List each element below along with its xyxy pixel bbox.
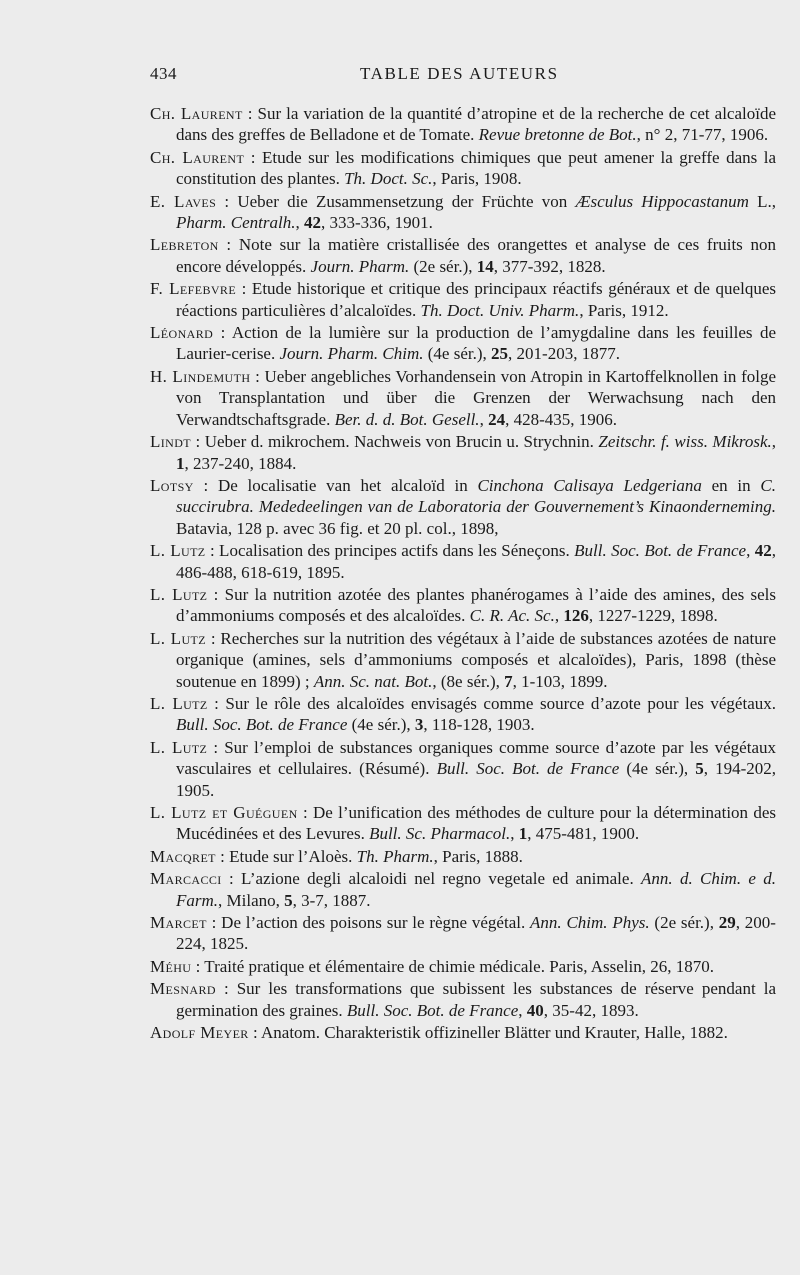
bibliography-entry <box>150 191 776 234</box>
entry-author: E. Laves <box>150 191 217 211</box>
entry-text: , <box>771 432 776 452</box>
entry-text: , <box>479 409 489 429</box>
entry-text: , 118-128, 1903. <box>423 715 535 735</box>
entry-author: Ch. Laurent <box>150 147 245 167</box>
entry-author: Marcet <box>150 913 207 933</box>
entry-text: : Action de la lumière sur la production de l’amygdaline dans les feuilles de Laurier-cerise. <box>176 323 776 364</box>
entry-text: : Etude sur les modifications chimiques que peut amener la greffe dans la constitution des plantes. <box>176 147 777 189</box>
entry-journal-title: Revue bretonne de Bot. <box>478 125 637 145</box>
page-header <box>150 64 770 86</box>
bibliography-entry <box>150 103 776 146</box>
bibliography-entry <box>150 802 776 845</box>
entry-author: F. Lefebvre <box>150 279 237 299</box>
entry-text: , 428-435, 1906. <box>505 409 617 429</box>
entry-text: (4e sér.), <box>423 344 492 364</box>
entry-text: , <box>746 541 755 561</box>
entry-text: , 3-7, 1887. <box>292 890 371 910</box>
entry-text: Batavia, 128 p. avec 36 fig. et 20 pl. col., 1898, <box>176 518 499 538</box>
entry-text: , <box>518 1000 527 1020</box>
entry-author: Ch. Laurent <box>150 104 243 123</box>
entry-text: , 201-203, 1877. <box>508 344 620 364</box>
bibliography-entry <box>150 868 776 911</box>
entry-volume: 1 <box>518 824 528 844</box>
entry-volume: 40 <box>526 1000 544 1020</box>
entry-journal-title: Ann. d. Chim. e d. Farm. <box>176 869 776 910</box>
entry-text: , n° 2, 71-77, 1906. <box>636 125 769 145</box>
entry-text: : De l’unification des méthodes de culture pour la détermination des Mucédinées et des Levures. <box>176 803 777 844</box>
entry-author: Lotsy <box>150 475 194 495</box>
entry-volume: 126 <box>563 606 589 626</box>
entry-journal-title: Bull. Soc. Bot. de France <box>574 541 747 561</box>
entry-volume: 5 <box>284 890 293 910</box>
entry-journal-title: Bull. Soc. Bot. de France <box>346 1000 519 1020</box>
bibliography-entry <box>150 540 776 583</box>
entry-text: : Anatom. Charakteristik offizineller Blätter und Krauter, Halle, 1882. <box>248 1023 728 1043</box>
entry-text: , Paris, 1888. <box>433 846 523 866</box>
bibliography-entry <box>150 366 776 430</box>
entry-volume: 42 <box>754 541 772 561</box>
entry-journal-title: Ber. d. d. Bot. Gesell. <box>334 409 480 429</box>
entry-text: , 237-240, 1884. <box>184 453 297 473</box>
entry-journal-title: Bull. Sc. Pharmacol. <box>369 824 511 844</box>
entry-text: : Sur l’emploi de substances organiques comme source d’azote par les végétaux vasculaires et cellulaires. (Résumé). <box>176 737 776 779</box>
entry-journal-title: Ann. Sc. nat. Bot. <box>313 671 433 691</box>
entry-text: : Sur les transformations que subissent les substances de réserve pendant la germination des graines. <box>176 979 776 1020</box>
entry-text: (4e sér.), <box>619 759 696 779</box>
bibliography-entry <box>150 693 776 736</box>
entry-author: H. Lindemuth <box>150 366 251 386</box>
bibliography-entry <box>150 584 776 627</box>
entry-journal-title: C. succirubra. Mededeelingen van de Laboratoria der Gouvernement’s Kinaonderneming. <box>176 475 776 517</box>
entry-text: : Sur la nutrition azotée des plantes phanérogames à l’aide des amines, des sels d’ammoniums composés et des alcaloïdes. <box>176 584 776 626</box>
bibliography-entry <box>150 322 776 365</box>
entry-text: : Note sur la matière cristallisée des orangettes et analyse de ces fruits non encore développés. <box>176 235 776 276</box>
entry-text: (4e sér.), <box>347 715 415 735</box>
entry-text: : Etude historique et critique des principaux réactifs généraux et de quelques réactions particulières d’alcaloïdes. <box>176 279 776 320</box>
entry-text: (2e sér.), <box>649 913 719 933</box>
entry-volume: 3 <box>414 715 424 735</box>
entry-text: , <box>510 824 519 844</box>
bibliography-entry <box>150 956 776 977</box>
entry-journal-title: C. R. Ac. Sc. <box>469 606 555 626</box>
entry-text: : Localisation des principes actifs dans les Séneçons. <box>205 541 575 561</box>
entry-text: , (8e sér.), <box>432 671 505 691</box>
entry-author: L. Lutz <box>150 584 208 604</box>
entry-journal-title: Journ. Pharm. Chim. <box>279 344 424 364</box>
entry-journal-title: Th. Pharm. <box>356 846 434 866</box>
entry-text: : Etude sur l’Aloès. <box>215 846 357 866</box>
entry-journal-title: Bull. Soc. Bot. de France <box>176 715 348 735</box>
entry-text: , 1-103, 1899. <box>512 671 608 691</box>
entry-text: : Traité pratique et élémentaire de chimie médicale. Paris, Asselin, 26, 1870. <box>191 956 715 976</box>
entry-author: Lindt <box>150 432 192 452</box>
entry-text: : L’azione degli alcaloidi nel regno vegetale ed animale. <box>221 869 641 889</box>
bibliography-entry <box>150 278 776 321</box>
entry-author: L. Lutz <box>150 693 208 713</box>
entry-text: , Milano, <box>218 890 285 910</box>
entry-text: : Ueber d. mikrochem. Nachweis von Brucin u. Strychnin. <box>191 432 599 452</box>
bibliography-list <box>150 103 776 1044</box>
entry-journal-title: Ann. Chim. Phys. <box>530 913 650 933</box>
entry-text: : Recherches sur la nutrition des végétaux à l’aide de substances azotées de nature organique (amines, sels d’ammoniums composés et alcaloïdes), Paris, 1898 (thèse soutenue en 1899) ; <box>176 628 776 691</box>
entry-text: L., <box>748 191 777 211</box>
entry-author: Marcacci <box>150 869 222 889</box>
bibliography-entry <box>150 978 776 1021</box>
entry-text: , <box>295 213 304 233</box>
entry-text: , Paris, 1908. <box>432 169 522 189</box>
entry-author: Léonard <box>150 323 214 343</box>
entry-text: : Ueber angebliches Vorhandensein von Atropin in Kartoffelknollen in folge von Transplantation und über die Grenzen der Werwachsung nach den Verwandtschaftsgrade. <box>176 366 776 429</box>
bibliography-entry <box>150 234 776 277</box>
entry-text: : Sur la variation de la quantité d’atropine et de la recherche de cet alcaloïde dans des greffes de Belladone et de Tomate. <box>176 104 776 145</box>
entry-author: Méhu <box>150 956 192 976</box>
page-number: 434 <box>150 64 177 83</box>
entry-text: , 35-42, 1893. <box>543 1000 639 1020</box>
entry-text: , Paris, 1912. <box>579 300 669 320</box>
entry-author: L. Lutz <box>150 628 206 648</box>
entry-author: L. Lutz <box>150 737 208 757</box>
bibliography-entry <box>150 431 776 474</box>
entry-author: L. Lutz et Guéguen <box>150 803 298 822</box>
entry-volume: 24 <box>488 409 506 429</box>
running-title: TABLE DES AUTEURS <box>360 64 559 83</box>
entry-text: : De localisatie van het alcaloïd in <box>193 475 478 495</box>
entry-text: , 475-481, 1900. <box>527 824 640 844</box>
entry-text: : Ueber die Zusammensetzung der Früchte von <box>216 191 576 211</box>
entry-volume: 42 <box>303 213 321 233</box>
entry-journal-title: Pharm. Centralh. <box>176 213 296 233</box>
bibliography-entry <box>150 628 776 692</box>
entry-author: Lebreton <box>150 235 219 255</box>
bibliography-entry <box>150 737 776 801</box>
bibliography-entry <box>150 1022 776 1043</box>
entry-text: , 1227-1229, 1898. <box>588 606 718 626</box>
entry-text: : Sur le rôle des alcaloïdes envisagés comme source d’azote pour les végétaux. <box>207 693 776 713</box>
entry-volume: 7 <box>504 671 513 691</box>
bibliography-entry <box>150 147 776 190</box>
entry-text: , 200-224, 1825. <box>176 913 776 954</box>
entry-text: (2e sér.), <box>409 256 477 276</box>
entry-journal-title: Journ. Pharm. <box>310 256 410 276</box>
entry-text: , 333-336, 1901. <box>320 213 433 233</box>
entry-journal-title: Bull. Soc. Bot. de France <box>436 759 620 779</box>
entry-text: , 194-202, 1905. <box>176 759 776 800</box>
entry-volume: 29 <box>718 913 736 933</box>
entry-author: Macqret <box>150 846 216 866</box>
entry-journal-title: Zeitschr. f. wiss. Mikrosk. <box>598 432 772 452</box>
entry-volume: 25 <box>491 344 509 364</box>
entry-text: en in <box>701 475 761 495</box>
entry-volume: 14 <box>476 256 494 276</box>
entry-volume: 5 <box>695 759 704 779</box>
entry-text: , 486-488, 618-619, 1895. <box>176 541 777 582</box>
entry-text: : De l’action des poisons sur le règne végétal. <box>206 913 531 933</box>
entry-text: , 377-392, 1828. <box>493 256 606 276</box>
entry-journal-title: Th. Doct. Sc. <box>344 169 433 189</box>
entry-journal-title: Cinchona Calisaya Ledgeriana <box>477 475 702 495</box>
entry-journal-title: Æsculus Hippocastanum <box>575 191 749 211</box>
entry-journal-title: Th. Doct. Univ. Pharm. <box>420 300 580 320</box>
entry-volume: 1 <box>176 453 185 473</box>
entry-author: Adolf Meyer <box>150 1023 249 1043</box>
entry-author: Mesnard <box>150 979 216 999</box>
bibliography-entry <box>150 475 776 539</box>
bibliography-entry <box>150 846 776 867</box>
entry-author: L. Lutz <box>150 541 206 561</box>
entry-text: , <box>554 606 564 626</box>
bibliography-entry <box>150 912 776 955</box>
